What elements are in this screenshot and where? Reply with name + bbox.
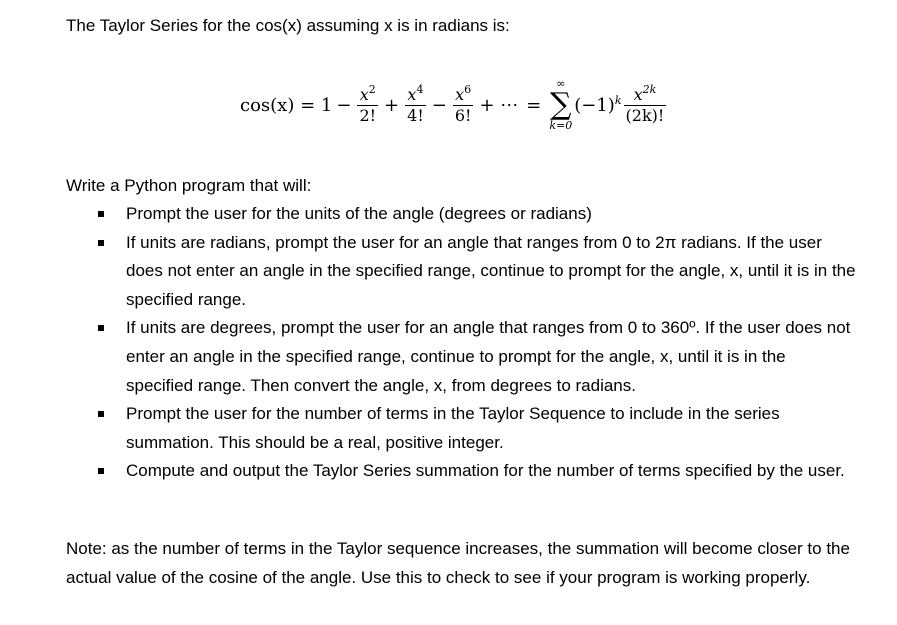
sum-upper-limit: ∞	[556, 77, 566, 90]
task-text: If units are radians, prompt the user for an angle that ranges from 0 to 2π radians. If the user does not enter an angle in the specified range, continue to prompt for the angle, x, until it is in the specified range.	[126, 232, 856, 309]
term3-denominator: 6!	[454, 105, 472, 125]
term3-numerator: x	[455, 84, 465, 104]
term1-numerator: x	[359, 84, 369, 104]
bullet-icon	[98, 468, 104, 474]
term3-exponent: 6	[464, 82, 472, 96]
term2-denominator: 4!	[407, 105, 424, 125]
sign-factor	[574, 95, 621, 116]
list-item	[96, 457, 856, 486]
sum-lower-limit: k=0	[549, 119, 573, 132]
term1-exponent: 2	[368, 82, 376, 96]
list-item	[96, 400, 856, 457]
summation	[549, 78, 572, 132]
general-numerator: x	[633, 84, 643, 104]
sigma-symbol: ∑	[550, 87, 572, 122]
general-exponent: 2k	[642, 82, 657, 96]
sign-base: (−1)	[574, 94, 615, 116]
minus-sign: −	[336, 94, 352, 116]
fraction-term-2	[405, 82, 426, 126]
task-list	[96, 200, 856, 486]
term1-denominator: 2!	[359, 105, 377, 125]
fraction-term-1	[357, 82, 378, 126]
bullet-icon	[98, 325, 104, 331]
intro-text: The Taylor Series for the cos(x) assuming x is in radians is:	[66, 16, 510, 35]
list-item	[96, 200, 856, 229]
equals-sign: =	[526, 94, 542, 116]
bullet-icon	[98, 240, 104, 246]
general-denominator: (2k)!	[625, 105, 665, 125]
taylor-equation	[240, 62, 668, 148]
bullet-icon	[98, 411, 104, 417]
note-text: Note: as the number of terms in the Taylor sequence increases, the summation will become closer to the actual value of the cosine of the angle. Use this to check to see if your program is working properly.	[66, 539, 850, 587]
term2-exponent: 4	[416, 82, 424, 96]
ellipsis: + ⋯	[479, 94, 519, 116]
minus-sign-2: −	[431, 94, 447, 116]
plus-sign: +	[384, 94, 400, 116]
task-text: Prompt the user for the number of terms in the Taylor Sequence to include in the series summation. This should be a real, positive integer.	[126, 404, 780, 452]
fraction-term-3	[453, 82, 474, 126]
equation-lhs: cos(x) = 1	[240, 94, 333, 116]
lead-text: Write a Python program that will:	[66, 176, 312, 195]
fraction-general-term	[624, 82, 667, 126]
list-item	[96, 229, 856, 315]
task-text: If units are degrees, prompt the user for an angle that ranges from 0 to 360º. If the user does not enter an angle in the specified range, continue to prompt for the angle, x, until it is in the specified range. Then convert the angle, x, from degrees to radians.	[126, 318, 851, 395]
list-item	[96, 314, 856, 400]
bullet-icon	[98, 211, 104, 217]
task-text: Prompt the user for the units of the angle (degrees or radians)	[126, 204, 592, 223]
task-text: Compute and output the Taylor Series summation for the number of terms specified by the user.	[126, 461, 845, 481]
sign-exponent: k	[614, 93, 622, 107]
term2-numerator: x	[407, 84, 417, 104]
